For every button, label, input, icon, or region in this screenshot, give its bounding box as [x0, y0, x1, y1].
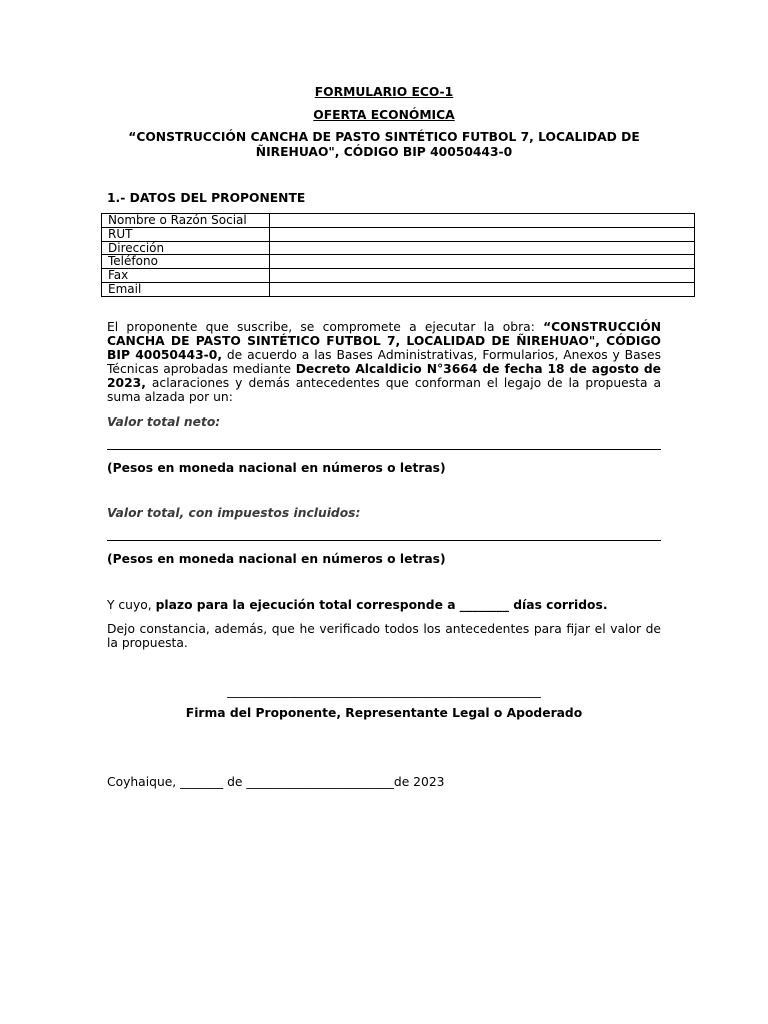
- net-value-label: Valor total neto:: [107, 415, 221, 429]
- row-value-field[interactable]: [270, 255, 695, 269]
- row-label: Dirección: [102, 241, 270, 255]
- commitment-text: El proponente que suscribe, se compromete a ejecutar la obra:: [107, 320, 544, 334]
- gross-value-label: Valor total, con impuestos incluidos:: [107, 506, 361, 520]
- row-label: Nombre o Razón Social: [102, 214, 270, 228]
- row-value-field[interactable]: [270, 282, 695, 296]
- signature-line: ___________________________________________________: [227, 684, 541, 698]
- row-value-field[interactable]: [270, 227, 695, 241]
- row-value-field[interactable]: [270, 214, 695, 228]
- project-name-bold: “CONSTRUCCIÓN CANCHA DE PASTO SINTÉTICO FUTBOL 7, LOCALIDAD DE ÑIREHUAO", CÓDIGO BIP 40050443-0,: [107, 320, 661, 362]
- table-row: [102, 241, 695, 255]
- term-text: plazo para la ejecución total corresponde a ________ días corridos.: [155, 598, 608, 612]
- gross-value-line[interactable]: [107, 540, 661, 541]
- table-row: [102, 227, 695, 241]
- row-label: Fax: [102, 269, 270, 283]
- term-prefix: Y cuyo,: [107, 598, 156, 612]
- row-label: RUT: [102, 227, 270, 241]
- proponent-data-table: [101, 213, 695, 297]
- execution-term: [107, 598, 608, 612]
- signature-label: Firma del Proponente, Representante Legal o Apoderado: [185, 706, 583, 720]
- table-row: [102, 214, 695, 228]
- row-value-field[interactable]: [270, 241, 695, 255]
- project-title-line1: “CONSTRUCCIÓN CANCHA DE PASTO SINTÉTICO FUTBOL 7, LOCALIDAD DE: [128, 130, 640, 144]
- form-subtitle: OFERTA ECONÓMICA: [313, 108, 455, 122]
- commitment-text: de acuerdo a las Bases Administrativas, Formularios, Anexos y Bases Técnicas aprobadas mediante: [107, 348, 661, 376]
- table-row: [102, 255, 695, 269]
- project-title-line2: ÑIREHUAO", CÓDIGO BIP 40050443-0: [255, 145, 513, 159]
- gross-value-note: (Pesos en moneda nacional en números o letras): [107, 552, 446, 566]
- row-label: Email: [102, 282, 270, 296]
- form-title: FORMULARIO ECO-1: [314, 85, 454, 99]
- net-value-line[interactable]: [107, 449, 661, 450]
- commitment-paragraph: [107, 320, 661, 404]
- table-row: [102, 282, 695, 296]
- commitment-text: aclaraciones y demás antecedentes que conforman el legajo de la propuesta a suma alzada por un:: [107, 376, 661, 404]
- statement-paragraph: Dejo constancia, además, que he verificado todos los antecedentes para fijar el valor de la propuesta.: [107, 622, 661, 650]
- row-value-field[interactable]: [270, 269, 695, 283]
- table-row: [102, 269, 695, 283]
- section-heading: 1.- DATOS DEL PROPONENTE: [107, 191, 306, 205]
- row-label: Teléfono: [102, 255, 270, 269]
- decree-reference: Decreto Alcaldicio N°3664 de fecha 18 de agosto de 2023,: [107, 362, 662, 390]
- net-value-note: (Pesos en moneda nacional en números o letras): [107, 461, 446, 475]
- place-date: Coyhaique, _______ de ________________________de 2023: [107, 775, 445, 789]
